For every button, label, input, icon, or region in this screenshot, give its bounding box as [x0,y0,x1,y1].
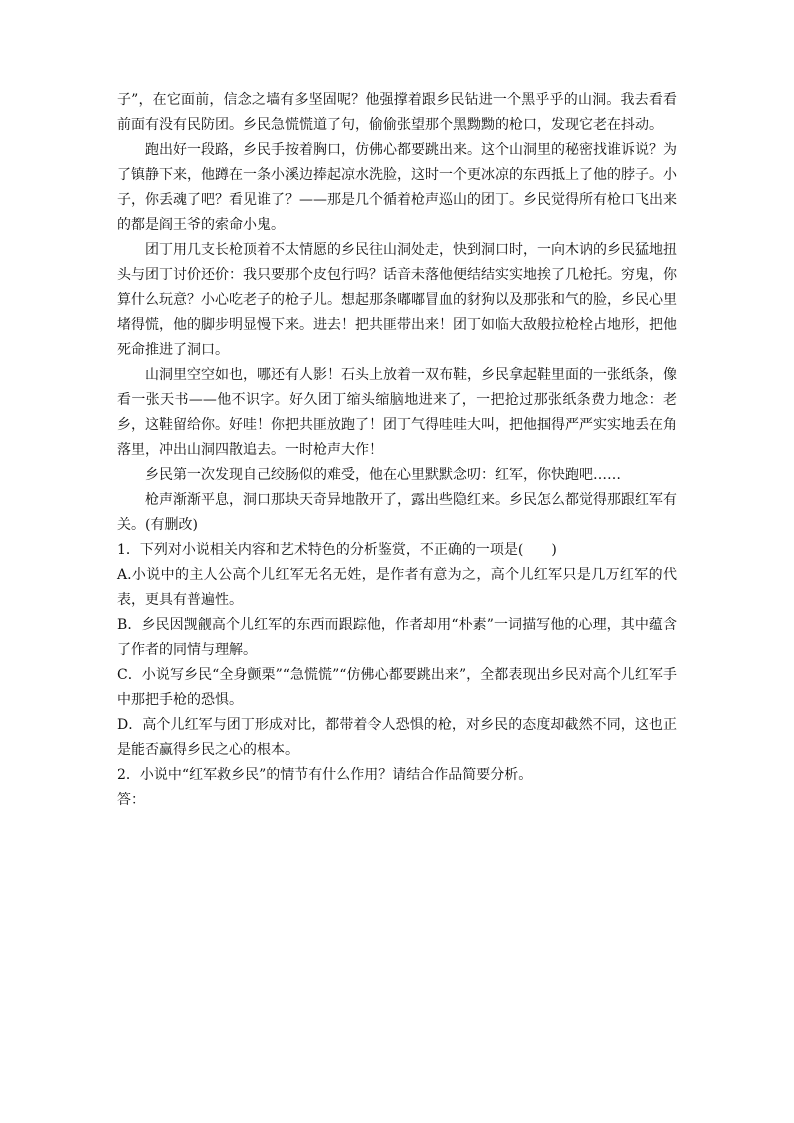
passage-paragraph: 山洞里空空如也，哪还有人影！石头上放着一双布鞋，乡民拿起鞋里面的一张纸条，像看一张天书——他不识字。好久团丁缩头缩脑地进来了，一把抢过那张纸条费力地念：老乡，这鞋留给你。好哇！你把共匪放跑了！团丁气得哇哇大叫，把他掴得严严实实地丢在角落里，冲出山洞四散追去。一时枪声大作！ [117,367,677,458]
passage-paragraph: 跑出好一段路，乡民手按着胸口，仿佛心都要跳出来。这个山洞里的秘密找谁诉说？为了镇静下来，他蹲在一条小溪边捧起凉水洗脸，这时一个更冰凉的东西抵上了他的脖子。小子，你丢魂了吧？看见谁了？——那是几个循着枪声巡山的团丁。乡民觉得所有枪口飞出来的都是阎王爷的索命小鬼。 [117,142,677,233]
question-1-option-d: D．高个儿红军与团丁形成对比，都带着令人恐惧的枪，对乡民的态度却截然不同，这也正是能否赢得乡民之心的根本。 [117,717,677,758]
question-1-option-c: C．小说写乡民“全身颤栗”“急慌慌”“仿佛心都要跳出来”，全都表现出乡民对高个儿红军手中那把手枪的恐惧。 [117,667,677,708]
passage-paragraph: 枪声渐渐平息，洞口那块天奇异地散开了，露出些隐红来。乡民怎么都觉得那跟红军有关。(有删改) [117,492,677,533]
answer-label: 答： [117,792,145,808]
passage-paragraph: 子”，在它面前，信念之墙有多坚固呢？他强撑着跟乡民钻进一个黑乎乎的山洞。我去看看前面有没有民防团。乡民急慌慌道了句，偷偷张望那个黑黝黝的枪口，发现它老在抖动。 [117,92,677,133]
passage-paragraph: 乡民第一次发现自己绞肠似的难受，他在心里默默念叨：红军，你快跑吧…… [145,467,621,483]
question-1-option-b: B．乡民因觊觎高个儿红军的东西而跟踪他，作者却用“朴素”一词描写他的心理，其中蕴含了作者的同情与理解。 [117,617,677,658]
passage-paragraph: 团丁用几支长枪顶着不太情愿的乡民往山洞处走，快到洞口时，一向木讷的乡民猛地扭头与团丁讨价还价：我只要那个皮包行吗？话音未落他便结结实实地挨了几枪托。穷鬼，你算什么玩意？小心吃老子的枪子儿。想起那条嘟嘟冒血的豺狗以及那张和气的脸，乡民心里堵得慌，他的脚步明显慢下来。进去！把共匪带出来！团丁如临大敌般拉枪栓占地形，把他死命推进了洞口。 [117,242,677,358]
question-2-stem: 2．小说中“红军救乡民”的情节有什么作用？请结合作品简要分析。 [117,767,533,783]
question-1-option-a: A.小说中的主人公高个儿红军无名无姓，是作者有意为之，高个儿红军只是几万红军的代表，更具有普遍性。 [117,567,677,608]
question-1-stem: 1．下列对小说相关内容和艺术特色的分析鉴赏，不正确的一项是( ) [117,542,557,558]
document-page [117,88,677,813]
